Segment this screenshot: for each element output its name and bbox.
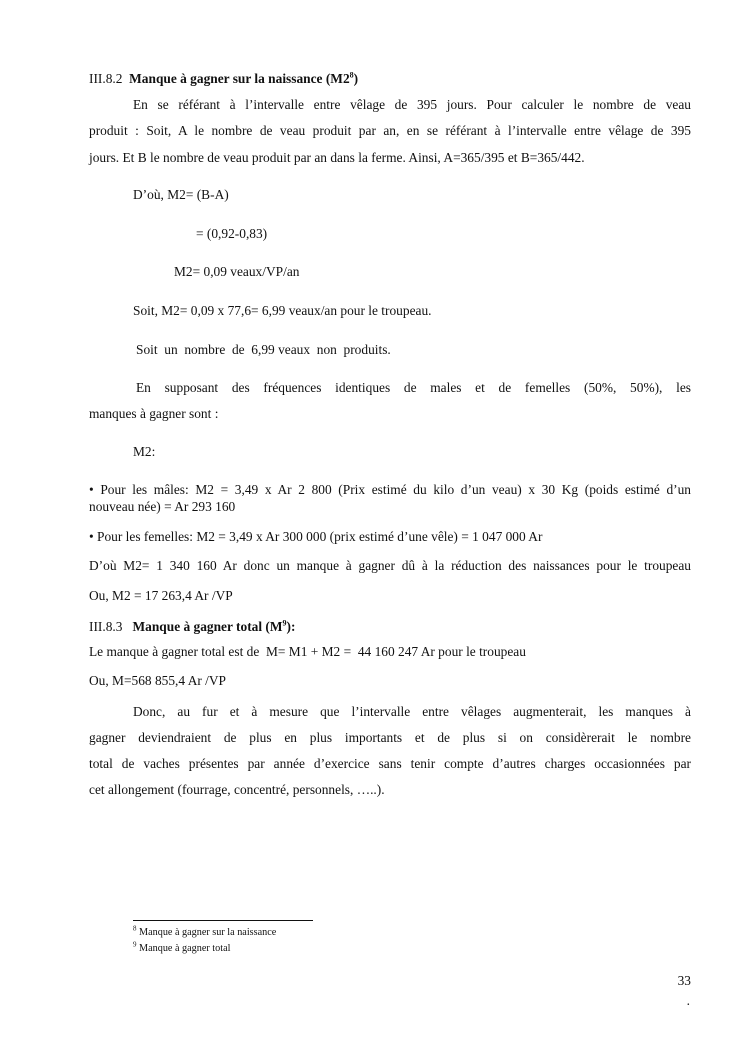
- paragraph-line: gagner deviendraient de plus en plus importants et de plus si on considèrerait le nombre: [89, 730, 691, 745]
- calc-line: Soit un nombre de 6,99 veaux non produits.: [136, 342, 391, 357]
- section-heading-iii-8-2: [89, 71, 691, 87]
- bullet-item-males-cont: nouveau née) = Ar 293 160: [89, 499, 236, 514]
- section-heading-iii-8-3: [89, 619, 691, 635]
- calc-line: Soit, M2= 0,09 x 77,6= 6,99 veaux/an pour le troupeau.: [133, 303, 432, 318]
- calc-line: M2= 0,09 veaux/VP/an: [174, 264, 300, 279]
- footnote-ref: 8: [349, 70, 354, 80]
- paragraph-line: jours. Et B le nombre de veau produit par an dans la ferme. Ainsi, A=365/395 et B=365/442.: [89, 150, 585, 165]
- calc-line: D’où, M2= (B-A): [133, 187, 229, 202]
- paragraph-line: produit : Soit, A le nombre de veau produit par an, en se référant à l’intervalle entre vêlage de 395: [89, 123, 691, 138]
- page-dot: .: [686, 993, 690, 1008]
- result-line: D’où M2= 1 340 160 Ar donc un manque à gagner dû à la réduction des naissances pour le troupeau: [89, 558, 691, 573]
- total-line: Ou, M=568 855,4 Ar /VP: [89, 673, 227, 688]
- section-number: III.8.3: [89, 619, 123, 634]
- paragraph-line: Donc, au fur et à mesure que l’intervalle entre vêlages augmenterait, les manques à: [133, 704, 691, 719]
- result-line: Ou, M2 = 17 263,4 Ar /VP: [89, 588, 233, 603]
- paragraph-line: manques à gagner sont :: [89, 406, 219, 421]
- footnote-divider: [133, 920, 313, 921]
- section-title: Manque à gagner total $(M^9)$:: [132, 618, 296, 634]
- footnote-ref: 9: [282, 618, 287, 628]
- paragraph-line: En supposant des fréquences identiques de males et de femelles (50%, 50%), les: [136, 380, 691, 395]
- page-number: 33: [677, 973, 691, 988]
- footnote-8: $^8$ Manque à gagner sur la naissance: [133, 924, 277, 938]
- paragraph-line: total de vaches présentes par année d’exercice sans tenir compte d’autres charges occasionnées par: [89, 756, 691, 771]
- bullet-item-females: • Pour les femelles: M2 = 3,49 x Ar 300 000 (prix estimé d’une vêle) = 1 047 000 Ar: [89, 529, 543, 544]
- section-number: III.8.2: [89, 71, 123, 86]
- section-title: Manque à gagner sur la naissance $(M2^8)$: [129, 70, 359, 86]
- paragraph-line: En se référant à l’intervalle entre vêlage de 395 jours. Pour calculer le nombre de veau: [133, 97, 691, 112]
- calc-line: = (0,92-0,83): [196, 226, 268, 241]
- footnote-9: $^9$ Manque à gagner total: [133, 940, 231, 954]
- bullet-item-males: • Pour les mâles: M2 = 3,49 x Ar 2 800 (Prix estimé du kilo d’un veau) x 30 Kg (poids estimé d’un: [89, 482, 691, 497]
- m2-label: M2:: [133, 444, 156, 459]
- total-line: Le manque à gagner total est de M= M1 + M2 = 44 160 247 Ar pour le troupeau: [89, 644, 526, 659]
- paragraph-line: cet allongement (fourrage, concentré, personnels, …..).: [89, 782, 385, 797]
